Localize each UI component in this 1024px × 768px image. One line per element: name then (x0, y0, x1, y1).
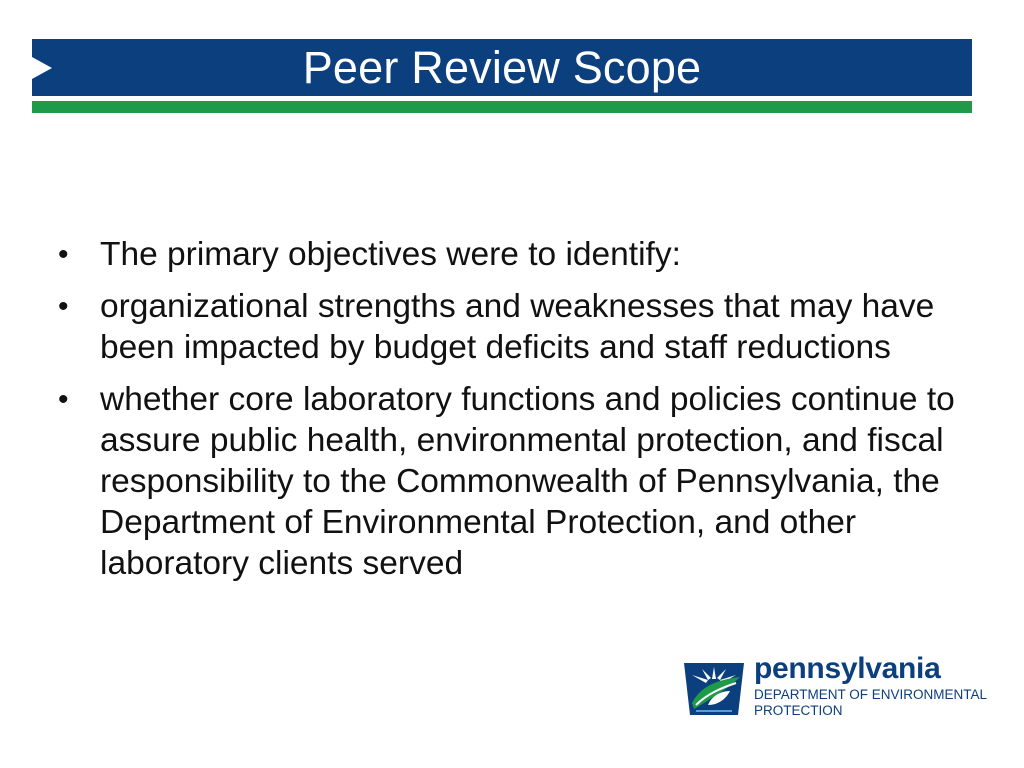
dep-logo (682, 652, 988, 721)
bullet-item (58, 286, 978, 368)
slide-title: Peer Review Scope (302, 42, 702, 93)
bullet-dot-icon: • (58, 383, 69, 416)
keystone-leaf-seal-icon (682, 653, 746, 717)
bullet-item (58, 379, 978, 584)
bullet-text: organizational strengths and weaknesses that may have been impacted by budget deficits and staff reductions (100, 288, 935, 366)
logo-department-line1: DEPARTMENT OF ENVIRONMENTAL (754, 687, 988, 702)
title-bar (32, 39, 972, 96)
bullet-list (58, 234, 978, 584)
bullet-dot-icon: • (58, 238, 69, 271)
slide-content (58, 234, 978, 595)
bullet-item (58, 234, 978, 275)
logo-department-line2: PROTECTION (754, 703, 843, 718)
bullet-dot-icon: • (58, 290, 69, 323)
bullet-text: The primary objectives were to identify: (100, 236, 681, 273)
logo-wordmark: pennsylvania (754, 652, 941, 685)
divider-bar (32, 101, 972, 113)
bullet-text: whether core laboratory functions and policies continue to assure public health, environmental protection, and fiscal responsibility to the Commonwealth of Pennsylvania, the Department of Environmental Protection, and other laboratory clients served (100, 381, 955, 582)
